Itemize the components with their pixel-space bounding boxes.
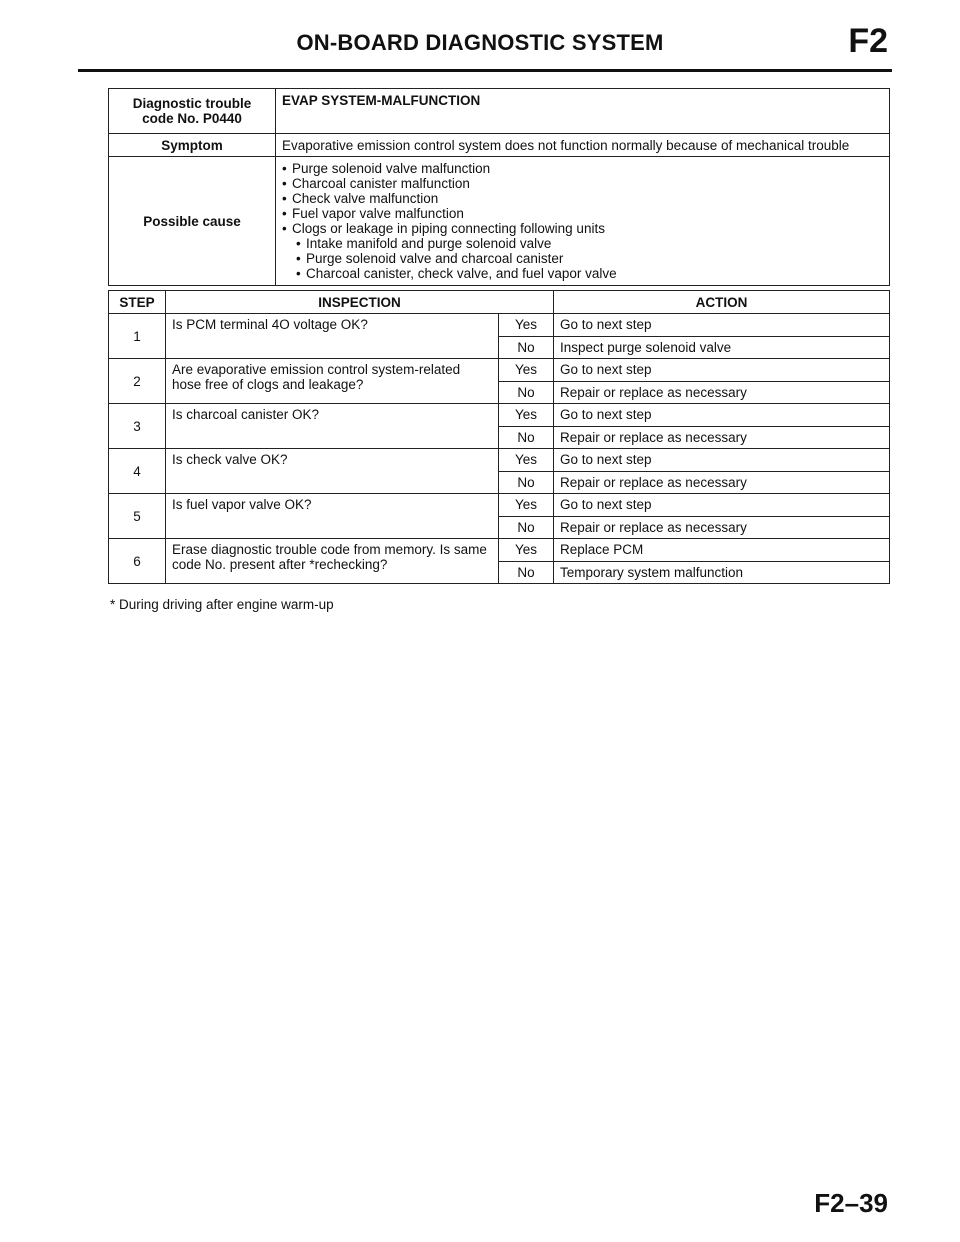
sub-cause-item: • Charcoal canister, check valve, and fuel vapor valve [296,266,617,281]
no-label: No [499,381,554,404]
yes-label: Yes [499,359,554,382]
cause-item: • Fuel vapor valve malfunction [282,206,464,221]
step-inspection: Is fuel vapor valve OK? [166,494,499,539]
bullet-icon: • [282,206,287,221]
no-action: Repair or replace as necessary [554,516,890,539]
step-number: 3 [109,404,166,449]
dtc-title: EVAP SYSTEM-MALFUNCTION [276,89,890,134]
bullet-icon: • [282,176,287,191]
page-title: ON-BOARD DIAGNOSTIC SYSTEM [296,30,664,55]
page-number: F2–39 [814,1188,888,1218]
yes-label: Yes [499,539,554,562]
cause-label: Possible cause [109,157,276,286]
table-row [109,539,890,562]
no-label: No [499,561,554,584]
dtc-info-table [108,88,890,286]
header-inspection: INSPECTION [166,291,554,314]
bullet-icon: • [282,221,287,236]
no-action: Repair or replace as necessary [554,426,890,449]
step-number: 2 [109,359,166,404]
table-row [109,404,890,427]
yes-action: Go to next step [554,494,890,517]
step-inspection: Is charcoal canister OK? [166,404,499,449]
dtc-label [109,89,276,134]
cause-item: • Check valve malfunction [282,191,439,206]
symptom-label: Symptom [109,134,276,157]
step-number: 6 [109,539,166,584]
yes-label: Yes [499,449,554,472]
step-inspection: Is check valve OK? [166,449,499,494]
header-step: STEP [109,291,166,314]
cause-item: • Clogs or leakage in piping connecting following units [282,221,605,236]
sub-cause-item: • Purge solenoid valve and charcoal canister [296,251,564,266]
dtc-label-line1: Diagnostic trouble [132,96,252,111]
no-action: Repair or replace as necessary [554,381,890,404]
yes-action: Replace PCM [554,539,890,562]
no-label: No [499,471,554,494]
yes-label: Yes [499,404,554,427]
step-inspection: Are evaporative emission control system-related hose free of clogs and leakage? [166,359,499,404]
step-number: 4 [109,449,166,494]
header-action: ACTION [554,291,890,314]
table-row [109,494,890,517]
no-label: No [499,426,554,449]
symptom-text: Evaporative emission control system does not function normally because of mechanical trouble [276,134,890,157]
bullet-icon: • [282,161,287,176]
yes-label: Yes [499,494,554,517]
yes-action: Go to next step [554,404,890,427]
table-row [109,359,890,382]
no-label: No [499,336,554,359]
yes-action: Go to next step [554,359,890,382]
dtc-row [109,89,890,134]
cause-row [109,157,890,286]
dtc-label-line2: code No. P0440 [142,111,242,126]
bullet-icon: • [296,266,301,281]
step-number: 1 [109,314,166,359]
footnote: * During driving after engine warm-up [110,597,334,612]
cause-item: • Charcoal canister malfunction [282,176,470,191]
sub-cause-item: • Intake manifold and purge solenoid valve [296,236,552,251]
bullet-icon: • [296,251,301,266]
table-row [109,314,890,337]
table-row [109,449,890,472]
no-action: Inspect purge solenoid valve [554,336,890,359]
bullet-icon: • [282,191,287,206]
step-inspection: Is PCM terminal 4O voltage OK? [166,314,499,359]
inspection-table [108,290,890,584]
no-label: No [499,516,554,539]
step-rows [109,314,890,584]
cause-item: • Purge solenoid valve malfunction [282,161,491,176]
step-number: 5 [109,494,166,539]
no-action: Temporary system malfunction [554,561,890,584]
yes-label: Yes [499,314,554,337]
section-code: F2 [848,22,888,60]
cause-list [276,157,890,286]
header-rule [78,69,892,72]
step-inspection: Erase diagnostic trouble code from memory. Is same code No. present after *rechecking? [166,539,499,584]
no-action: Repair or replace as necessary [554,471,890,494]
yes-action: Go to next step [554,449,890,472]
bullet-icon: • [296,236,301,251]
symptom-row [109,134,890,157]
table-header-row [109,291,890,314]
yes-action: Go to next step [554,314,890,337]
